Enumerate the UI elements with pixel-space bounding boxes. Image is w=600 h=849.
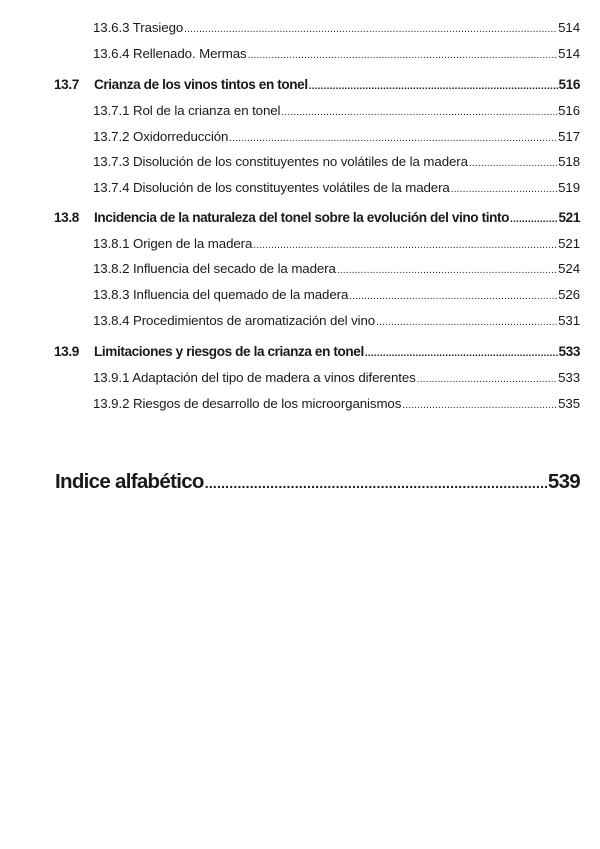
toc-entry-13-8-3[interactable] xyxy=(93,287,580,302)
toc-section-title: Incidencia de la naturaleza del tonel sobre la evolución del vino tinto xyxy=(94,210,510,225)
toc-page-number: 533 xyxy=(558,370,580,385)
toc-entry-label: 13.8.2 Influencia del secado de la madera xyxy=(93,261,336,276)
toc-page-number: 521 xyxy=(558,210,580,225)
toc-page-number: 521 xyxy=(558,236,580,251)
toc-entry-13-7-1[interactable] xyxy=(93,103,580,118)
toc-section-13-9[interactable] xyxy=(54,344,580,359)
dot-leader xyxy=(402,400,557,411)
toc-page-number: 539 xyxy=(547,470,580,493)
toc-page-number: 518 xyxy=(558,154,580,169)
toc-entry-13-8-2[interactable] xyxy=(93,261,580,276)
toc-page-number: 535 xyxy=(558,396,580,411)
dot-leader xyxy=(205,475,547,491)
toc-page-number: 517 xyxy=(558,129,580,144)
dot-leader xyxy=(417,374,557,385)
toc-index-entry[interactable] xyxy=(55,470,580,494)
toc-page-number: 516 xyxy=(558,103,580,118)
dot-leader xyxy=(349,291,557,302)
toc-page-number: 533 xyxy=(558,344,580,359)
toc-entry-label: 13.7.2 Oxidorreducción xyxy=(93,129,229,144)
toc-entry-label: 13.7.1 Rol de la crianza en tonel xyxy=(93,103,281,118)
dot-leader xyxy=(309,81,558,92)
dot-leader xyxy=(248,50,558,61)
toc-entry-13-7-3[interactable] xyxy=(93,154,580,169)
toc-section-title: Limitaciones y riesgos de la crianza en tonel xyxy=(94,344,364,359)
toc-entry-13-8-1[interactable] xyxy=(93,236,580,251)
dot-leader xyxy=(253,240,557,251)
toc-section-number: 13.8 xyxy=(54,210,79,225)
toc-entry-13-8-4[interactable] xyxy=(93,313,580,328)
dot-leader xyxy=(229,133,557,144)
toc-section-number: 13.7 xyxy=(54,77,79,92)
toc-page-number: 514 xyxy=(558,20,580,35)
dot-leader xyxy=(469,158,557,169)
dot-leader xyxy=(451,184,557,195)
toc-page-number: 526 xyxy=(558,287,580,302)
toc-entry-label: 13.8.3 Influencia del quemado de la madera xyxy=(93,287,349,302)
toc-page-number: 524 xyxy=(558,261,580,276)
dot-leader xyxy=(365,348,558,359)
toc-page-number: 531 xyxy=(558,313,580,328)
toc-index-title: Indice alfabético xyxy=(55,470,204,493)
toc-entry-label: 13.7.4 Disolución de los constituyentes volátiles de la madera xyxy=(93,180,450,195)
toc-entry-label: 13.8.1 Origen de la madera xyxy=(93,236,253,251)
dot-leader xyxy=(510,214,558,225)
toc-entry-13-7-2[interactable] xyxy=(93,129,580,144)
toc-entry-label: 13.6.4 Rellenado. Mermas xyxy=(93,46,247,61)
dot-leader xyxy=(281,107,557,118)
toc-page-number: 516 xyxy=(558,77,580,92)
toc-section-title: Crianza de los vinos tintos en tonel xyxy=(94,77,308,92)
toc-page-number: 519 xyxy=(558,180,580,195)
toc-entry-label: 13.9.1 Adaptación del tipo de madera a vinos diferentes xyxy=(93,370,416,385)
dot-leader xyxy=(184,24,557,35)
dot-leader xyxy=(337,265,557,276)
toc-entry-13-9-1[interactable] xyxy=(93,370,580,385)
toc-entry-13-7-4[interactable] xyxy=(93,180,580,195)
toc-entry-label: 13.9.2 Riesgos de desarrollo de los microorganismos xyxy=(93,396,402,411)
toc-page-number: 514 xyxy=(558,46,580,61)
toc-section-13-7[interactable] xyxy=(54,77,580,92)
dot-leader xyxy=(376,317,557,328)
toc-entry-13-9-2[interactable] xyxy=(93,396,580,411)
toc-entry-13-6-4[interactable] xyxy=(93,46,580,61)
toc-section-13-8[interactable] xyxy=(54,210,580,225)
toc-entry-label: 13.6.3 Trasiego xyxy=(93,20,184,35)
toc-entry-13-6-3[interactable] xyxy=(93,20,580,35)
toc-entry-label: 13.8.4 Procedimientos de aromatización del vino xyxy=(93,313,376,328)
toc-entry-label: 13.7.3 Disolución de los constituyentes no volátiles de la madera xyxy=(93,154,468,169)
toc-section-number: 13.9 xyxy=(54,344,79,359)
